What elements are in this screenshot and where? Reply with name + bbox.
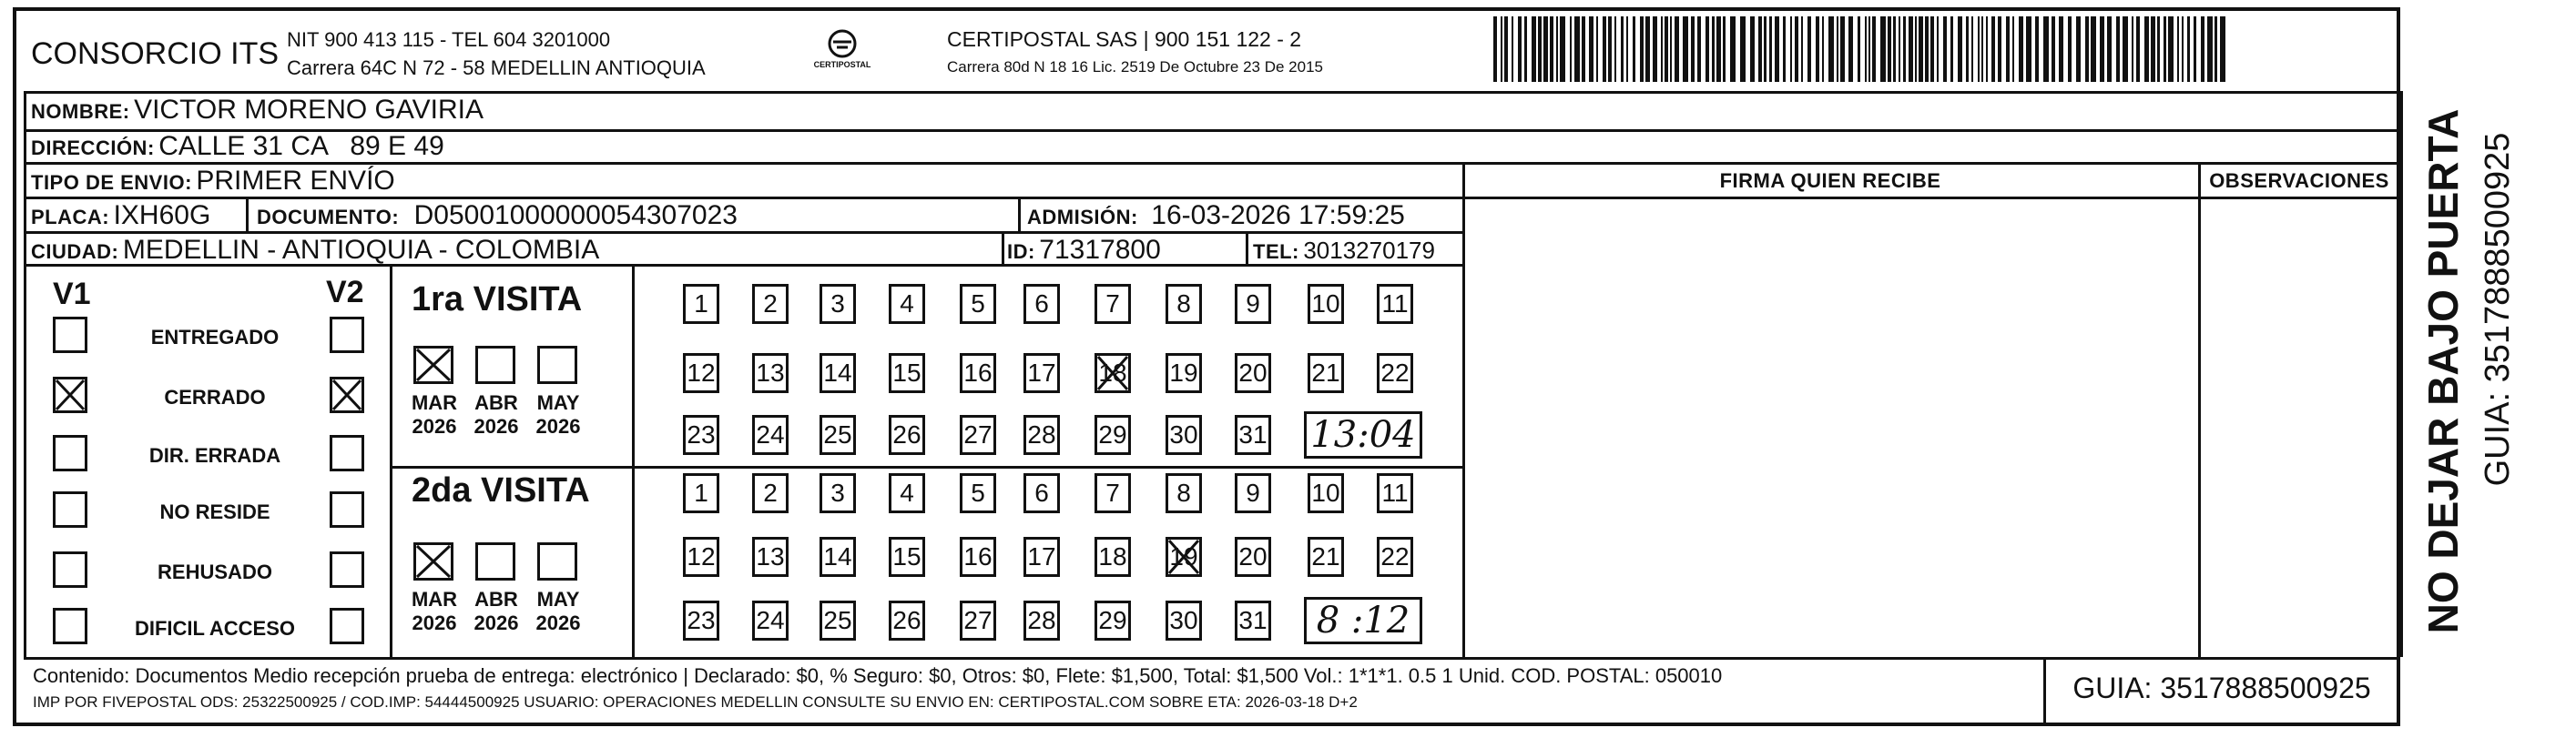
- status-label: DIFICIL ACCESO: [134, 617, 295, 640]
- ciudad-value: MEDELLIN - ANTIOQUIA - COLOMBIA: [122, 235, 600, 265]
- day-checkbox[interactable]: 13: [752, 353, 789, 393]
- day-checkbox[interactable]: 27: [960, 601, 996, 641]
- footer-guia: GUIA: 3517888500925: [2072, 672, 2371, 704]
- day-checkbox[interactable]: 4: [889, 473, 925, 513]
- day-checkbox[interactable]: 2: [752, 473, 789, 513]
- day-checkbox[interactable]: 16: [960, 537, 996, 577]
- day-checkbox[interactable]: 3: [820, 284, 856, 324]
- day-checkbox[interactable]: 3: [820, 473, 856, 513]
- month-checkbox[interactable]: [475, 542, 515, 581]
- direccion-value: CALLE 31 CA 89 E 49: [158, 131, 444, 161]
- day-checkbox[interactable]: 21: [1308, 353, 1344, 393]
- tipo-row: [31, 166, 395, 197]
- month-label: ABR: [474, 588, 518, 611]
- tel-label: TEL:: [1253, 240, 1299, 263]
- v1-checkbox[interactable]: [53, 377, 87, 413]
- day-checkbox[interactable]: 22: [1377, 353, 1413, 393]
- month-label: MAR: [411, 391, 458, 414]
- day-checkbox[interactable]: 16: [960, 353, 996, 393]
- ciudad-label: CIUDAD:: [31, 240, 119, 263]
- no-dejar-warning: NO DEJAR BAJO PUERTA: [2419, 108, 2467, 634]
- company-address: Carrera 64C N 72 - 58 MEDELLIN ANTIOQUIA: [287, 56, 706, 79]
- day-checkbox[interactable]: 18: [1095, 537, 1131, 577]
- day-checkbox[interactable]: 31: [1235, 601, 1271, 641]
- id-label: ID:: [1007, 240, 1035, 263]
- status-label: CERRADO: [164, 386, 266, 409]
- day-checkbox[interactable]: 15: [889, 537, 925, 577]
- tel-value: 3013270179: [1303, 237, 1435, 264]
- day-checkbox[interactable]: 1: [683, 473, 719, 513]
- v1-checkbox[interactable]: [53, 551, 87, 588]
- day-checkbox[interactable]: 26: [889, 415, 925, 455]
- year-label: 2026: [535, 612, 581, 634]
- year-label: 2026: [535, 415, 581, 438]
- v1-checkbox[interactable]: [53, 491, 87, 528]
- side-guia: GUIA: 3517888500925: [2479, 132, 2517, 487]
- status-label: ENTREGADO: [150, 326, 280, 349]
- nombre-row: [31, 95, 484, 126]
- month-label: ABR: [474, 391, 518, 414]
- day-checkbox[interactable]: 30: [1166, 601, 1202, 641]
- month-checkbox[interactable]: [537, 542, 577, 581]
- visit-time-box[interactable]: 8 :12: [1304, 597, 1422, 644]
- nombre-value: VICTOR MORENO GAVIRIA: [134, 95, 484, 125]
- day-checkbox[interactable]: 19: [1166, 353, 1202, 393]
- day-checkbox[interactable]: 24: [752, 601, 789, 641]
- day-checkbox[interactable]: 29: [1095, 415, 1131, 455]
- courier-name: CERTIPOSTAL SAS | 900 151 122 - 2: [947, 27, 1302, 51]
- day-checkbox[interactable]: 5: [960, 284, 996, 324]
- status-label: DIR. ERRADA: [148, 444, 281, 467]
- ciudad-field: [31, 235, 599, 266]
- month-checkbox[interactable]: [413, 542, 453, 581]
- footer-imp: IMP POR FIVEPOSTAL ODS: 25322500925 / COD.IMP: 54444500925 USUARIO: OPERACIONES MEDELLIN CONSULTE SU ENVIO EN: CERTIPOSTAL.COM SOBRE ETA: 2026-03-18 D+2: [33, 693, 1358, 711]
- day-checkbox[interactable]: 7: [1095, 284, 1131, 324]
- day-checkbox[interactable]: 9: [1235, 473, 1271, 513]
- day-checkbox[interactable]: 12: [683, 537, 719, 577]
- visit1-title: 1ra VISITA: [412, 280, 583, 318]
- documento-field: [257, 200, 738, 231]
- certipostal-logo: CERTIPOSTAL: [806, 27, 879, 75]
- month-checkbox[interactable]: [537, 346, 577, 384]
- day-checkbox[interactable]: 1: [683, 284, 719, 324]
- day-checkbox[interactable]: 14: [820, 537, 856, 577]
- v2-checkbox[interactable]: [330, 608, 364, 644]
- visit2-title: 2da VISITA: [412, 471, 590, 510]
- day-checkbox[interactable]: 28: [1023, 415, 1060, 455]
- day-checkbox[interactable]: 20: [1235, 537, 1271, 577]
- v2-checkbox[interactable]: [330, 435, 364, 471]
- month-label: MAR: [411, 588, 458, 611]
- month-checkbox[interactable]: [413, 346, 453, 384]
- year-label: 2026: [473, 612, 519, 634]
- courier-address: Carrera 80d N 18 16 Lic. 2519 De Octubre 23 De 2015: [947, 58, 1323, 76]
- documento-label: DOCUMENTO:: [257, 206, 400, 228]
- day-checkbox[interactable]: 21: [1308, 537, 1344, 577]
- status-label: NO RESIDE: [159, 500, 270, 523]
- day-checkbox[interactable]: 18: [1095, 353, 1131, 393]
- day-checkbox[interactable]: 31: [1235, 415, 1271, 455]
- v2-checkbox[interactable]: [330, 317, 364, 353]
- barcode: [1493, 16, 2226, 82]
- v1-checkbox[interactable]: [53, 317, 87, 353]
- v2-checkbox[interactable]: [330, 491, 364, 528]
- v2-header: V2: [326, 275, 364, 309]
- v1-checkbox[interactable]: [53, 608, 87, 644]
- day-checkbox[interactable]: 7: [1095, 473, 1131, 513]
- direccion-row: [31, 131, 444, 162]
- day-checkbox[interactable]: 17: [1023, 537, 1060, 577]
- month-checkbox[interactable]: [475, 346, 515, 384]
- admision-label: ADMISIÓN:: [1027, 206, 1138, 228]
- day-checkbox[interactable]: 15: [889, 353, 925, 393]
- day-checkbox[interactable]: 28: [1023, 601, 1060, 641]
- v1-header: V1: [53, 277, 91, 311]
- day-checkbox[interactable]: 5: [960, 473, 996, 513]
- day-checkbox[interactable]: 10: [1308, 284, 1344, 324]
- day-checkbox[interactable]: 6: [1023, 473, 1060, 513]
- day-checkbox[interactable]: 13: [752, 537, 789, 577]
- day-checkbox[interactable]: 8: [1166, 473, 1202, 513]
- placa-field: [31, 200, 210, 231]
- day-checkbox[interactable]: 2: [752, 284, 789, 324]
- tipo-label: TIPO DE ENVIO:: [31, 171, 192, 194]
- day-checkbox[interactable]: 24: [752, 415, 789, 455]
- day-checkbox[interactable]: 29: [1095, 601, 1131, 641]
- placa-value: IXH60G: [113, 200, 211, 230]
- day-checkbox[interactable]: 23: [683, 601, 719, 641]
- day-checkbox[interactable]: 9: [1235, 284, 1271, 324]
- documento-value: D05001000000054307023: [413, 200, 738, 230]
- tel-field: [1253, 237, 1435, 265]
- id-field: [1007, 235, 1161, 266]
- day-checkbox[interactable]: 25: [820, 601, 856, 641]
- day-checkbox[interactable]: 20: [1235, 353, 1271, 393]
- day-checkbox[interactable]: 19: [1166, 537, 1202, 577]
- day-checkbox[interactable]: 11: [1377, 473, 1413, 513]
- year-label: 2026: [473, 415, 519, 438]
- day-checkbox[interactable]: 23: [683, 415, 719, 455]
- v2-checkbox[interactable]: [330, 551, 364, 588]
- day-checkbox[interactable]: 14: [820, 353, 856, 393]
- day-checkbox[interactable]: 27: [960, 415, 996, 455]
- admision-value: 16-03-2026 17:59:25: [1151, 200, 1405, 230]
- id-value: 71317800: [1039, 235, 1161, 265]
- day-checkbox[interactable]: 8: [1166, 284, 1202, 324]
- company-name: CONSORCIO ITS: [31, 36, 280, 71]
- day-checkbox[interactable]: 30: [1166, 415, 1202, 455]
- admision-field: [1027, 200, 1405, 231]
- year-label: 2026: [412, 612, 457, 634]
- nombre-label: NOMBRE:: [31, 100, 130, 123]
- tipo-value: PRIMER ENVÍO: [196, 166, 395, 196]
- month-label: MAY: [536, 588, 580, 611]
- day-checkbox[interactable]: 26: [889, 601, 925, 641]
- company-nit: NIT 900 413 115 - TEL 604 3201000: [287, 28, 611, 51]
- month-label: MAY: [536, 391, 580, 414]
- observaciones-header: OBSERVACIONES: [2209, 169, 2389, 192]
- status-label: REHUSADO: [158, 561, 272, 583]
- day-checkbox[interactable]: 25: [820, 415, 856, 455]
- v1-checkbox[interactable]: [53, 435, 87, 471]
- visit-time-box[interactable]: 13:04: [1304, 411, 1422, 459]
- day-checkbox[interactable]: 10: [1308, 473, 1344, 513]
- day-checkbox[interactable]: 4: [889, 284, 925, 324]
- firma-header: FIRMA QUIEN RECIBE: [1719, 169, 1941, 192]
- day-checkbox[interactable]: 12: [683, 353, 719, 393]
- day-checkbox[interactable]: 6: [1023, 284, 1060, 324]
- direccion-label: DIRECCIÓN:: [31, 136, 155, 159]
- day-checkbox[interactable]: 11: [1377, 284, 1413, 324]
- placa-label: PLACA:: [31, 206, 110, 228]
- day-checkbox[interactable]: 22: [1377, 537, 1413, 577]
- day-checkbox[interactable]: 17: [1023, 353, 1060, 393]
- v2-checkbox[interactable]: [330, 377, 364, 413]
- footer-contenido: Contenido: Documentos Medio recepción prueba de entrega: electrónico | Declarado: $0, % Seguro: $0, Otros: $0, Flete: $1,500, Total: $1,500 Vol.: 1*1*1. 0.5 1 Unid. COD. POSTAL: 050010: [33, 664, 1723, 687]
- year-label: 2026: [412, 415, 457, 438]
